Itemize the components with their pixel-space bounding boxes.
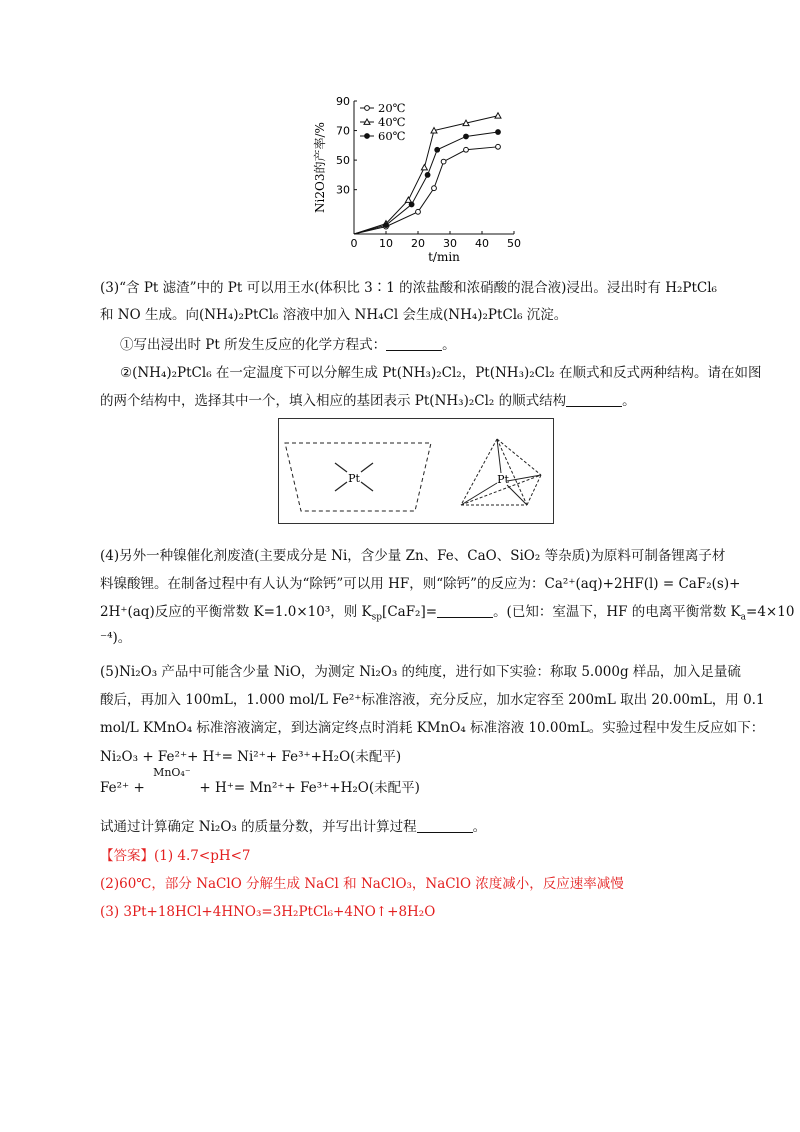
ksp-subscript: sp	[371, 612, 383, 623]
answer-blank[interactable]	[437, 603, 493, 618]
x-tick-label: 0	[350, 237, 358, 250]
y-tick-label: 50	[336, 154, 350, 168]
permanganate-ion-label: MnO₄⁻	[153, 766, 191, 779]
period: 。	[472, 819, 487, 835]
y-tick-label: 30	[336, 183, 350, 197]
q5-line2: 酸后，再加入 100mL，1.000 mol/L Fe²⁺标准溶液，充分反应，加水定容至 200mL 取出 20.00mL，用 0.1	[100, 692, 765, 708]
pt-left-label: Pt	[348, 472, 360, 485]
q4-line1: (4)另外一种镍催化剂废渣(主要成分是 Ni，含少量 Zn、Fe、CaO、SiO₂ 等杂质)为原料可制备锂离子材	[100, 548, 726, 564]
q3-line3	[120, 333, 740, 357]
legend-marker	[365, 134, 370, 139]
data-point	[405, 197, 411, 202]
q3-line1: (3)“含 Pt 滤渣”中的 Pt 可以用王水(体积比 3∶1 的浓盐酸和浓硝酸的混合液)浸出。浸出时有 H₂PtCl₆	[100, 280, 717, 296]
q4-text-d: =4×10	[746, 604, 795, 620]
q4-text-b: [CaF₂]=	[382, 604, 438, 620]
data-point	[409, 202, 414, 207]
equation-2	[100, 766, 420, 796]
legend-label: 20℃	[378, 101, 406, 115]
answer-line-1: 【答案】(1) 4.7<pH<7	[100, 848, 251, 864]
x-tick-label: 30	[443, 237, 457, 250]
data-point	[432, 186, 437, 191]
series-line-2	[354, 132, 498, 234]
legend-label: 40℃	[378, 115, 406, 129]
structure-figure	[278, 418, 554, 524]
data-point	[384, 223, 389, 228]
pt-right-label: Pt	[497, 473, 509, 486]
q3-line2: 和 NO 生成。向(NH₄)₂PtCl₆ 溶液中加入 NH₄Cl 会生成(NH₄)₂PtCl₆ 沉淀。	[100, 307, 568, 323]
x-axis-label: t/min	[428, 250, 460, 264]
q5-text: 试通过计算确定 Ni₂O₃ 的质量分数，并写出计算过程	[100, 819, 417, 835]
ka-subscript: a	[740, 612, 747, 623]
y-tick-label: 90	[336, 95, 350, 108]
permanganate-ion	[149, 766, 195, 792]
q3-line5	[100, 389, 720, 413]
x-tick-label: 50	[507, 237, 521, 250]
legend-label: 60℃	[378, 129, 406, 143]
q3-sub1-text: ①写出浸出时 Pt 所发生反应的化学方程式：	[120, 337, 387, 353]
data-point	[464, 147, 469, 152]
data-point	[435, 147, 440, 152]
q4-text-c: 。(已知：室温下，HF 的电离平衡常数 K	[493, 604, 741, 620]
data-point	[441, 159, 446, 164]
answer-blank[interactable]	[417, 818, 473, 833]
eq2-right: + H⁺= Mn²⁺+ Fe³⁺+H₂O(未配平)	[199, 780, 420, 796]
q5-line3: mol/L KMnO₄ 标准溶液滴定，到达滴定终点时消耗 KMnO₄ 标准溶液 10.00mL。实验过程中发生反应如下：	[100, 720, 765, 736]
q3-sub2-text: 的两个结构中，选择其中一个，填入相应的基团表示 Pt(NH₃)₂Cl₂ 的顺式结构	[100, 393, 567, 409]
q4-text-a: 2H⁺(aq)反应的平衡常数 K=1.0×10³，则 K	[100, 604, 372, 620]
q4-line2: 料镍酸锂。在制备过程中有人认为“除钙”可以用 HF，则“除钙”的反应为：Ca²⁺(aq)+2HF(l) = CaF₂(s)+	[100, 576, 741, 592]
period: 。	[442, 337, 456, 353]
eq2-left: Fe²⁺ +	[100, 780, 145, 796]
structure-drawing	[279, 419, 553, 523]
x-tick-label: 10	[379, 237, 393, 250]
y-axis-label: Ni2O3的产率/%	[313, 122, 327, 213]
data-point	[464, 134, 469, 139]
answer-line-3: (3) 3Pt+18HCl+4HNO₃=3H₂PtCl₆+4NO↑+8H₂O	[100, 904, 436, 920]
answer-blank[interactable]	[386, 336, 442, 351]
answer-line-2: (2)60℃，部分 NaClO 分解生成 NaCl 和 NaClO₃，NaClO 浓度减小，反应速率减慢	[100, 876, 624, 892]
legend-marker	[365, 106, 370, 111]
x-tick-label: 40	[475, 237, 489, 250]
data-point	[416, 209, 421, 214]
q3-line4: ②(NH₄)₂PtCl₆ 在一定温度下可以分解生成 Pt(NH₃)₂Cl₂，Pt(NH₃)₂Cl₂ 在顺式和反式两种结构。请在如图	[120, 365, 762, 381]
equation-1: Ni₂O₃ + Fe²⁺+ H⁺= Ni²⁺+ Fe³⁺+H₂O(未配平)	[100, 749, 402, 765]
data-point	[425, 172, 430, 177]
q5-line4	[100, 815, 720, 839]
data-point	[495, 113, 501, 118]
y-tick-label: 70	[336, 124, 350, 138]
answer-blank[interactable]	[566, 392, 622, 407]
data-point	[496, 144, 501, 149]
period: 。	[622, 393, 636, 409]
x-tick-label: 20	[411, 237, 425, 250]
data-point	[421, 165, 427, 170]
q5-line1: (5)Ni₂O₃ 产品中可能含少量 NiO，为测定 Ni₂O₃ 的纯度，进行如下实验：称取 5.000g 样品，加入足量硫	[100, 664, 741, 680]
data-point	[496, 130, 501, 135]
yield-chart	[306, 94, 526, 264]
q4-line4: ⁻⁴)。	[100, 630, 132, 646]
